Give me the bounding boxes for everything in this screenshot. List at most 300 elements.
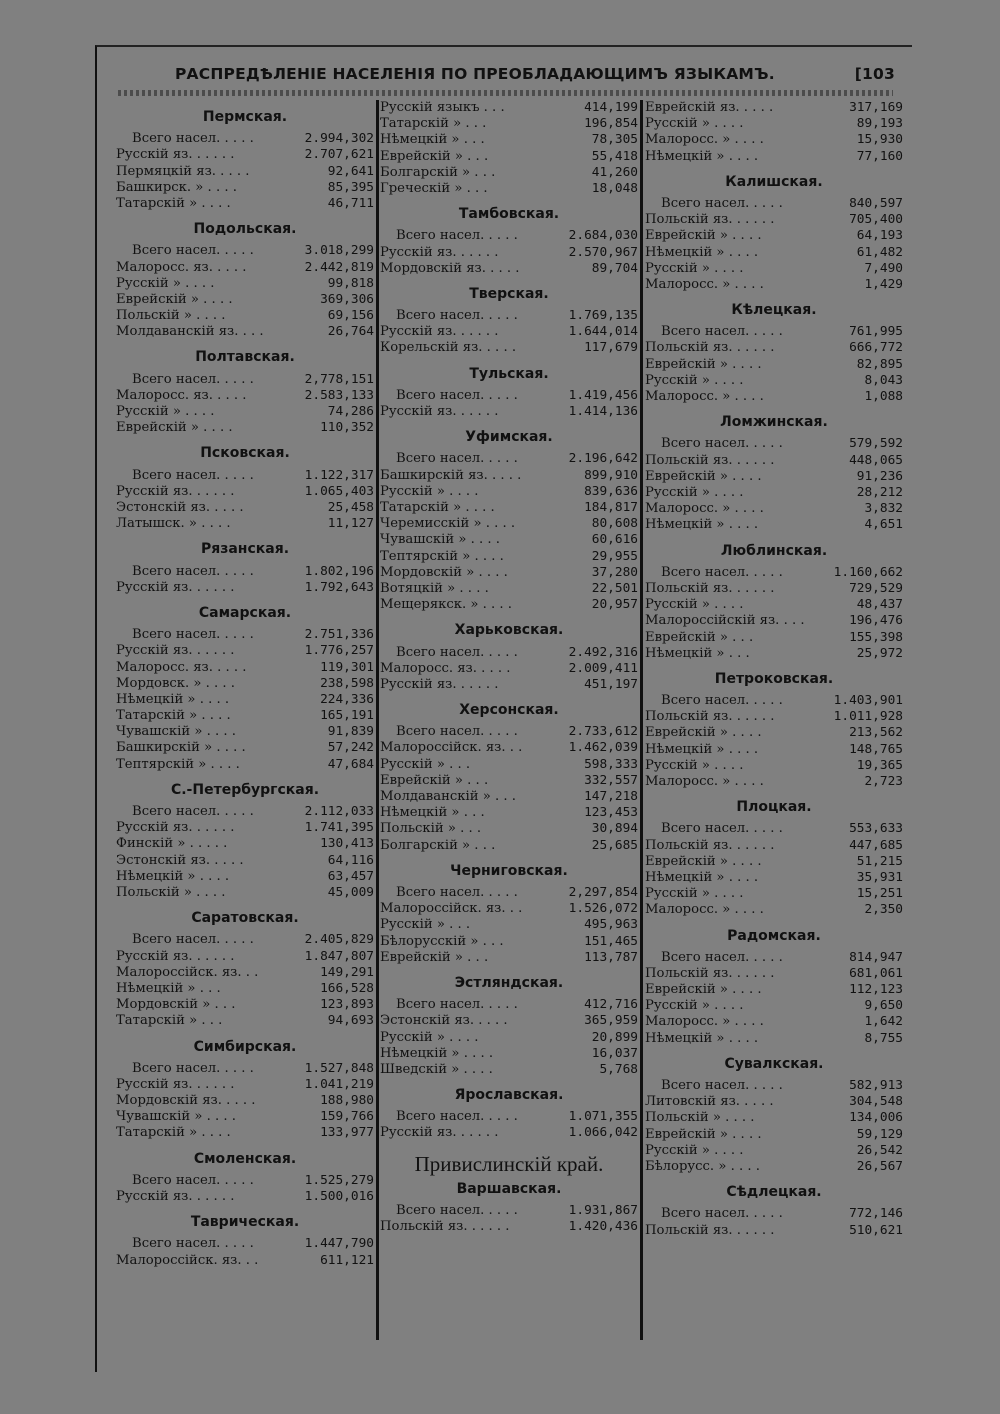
language-label: Еврейскій » . . . . [645, 1126, 762, 1142]
language-label: Всего насел. . . . . [396, 724, 518, 740]
language-label: Русскій яз. . . . . . [380, 244, 499, 260]
language-label: Литовскій яз. . . . . [645, 1094, 774, 1110]
language-label: Всего насел. . . . . [661, 564, 783, 580]
table-row [116, 292, 374, 308]
language-label: Бѣлорусс. » . . . . [645, 1159, 760, 1174]
language-label: Малоросс. » . . . . [645, 501, 764, 517]
language-label: Всего насел. . . . . [396, 308, 518, 324]
language-label: Нѣмецкій » . . . . [645, 148, 759, 164]
table-row [645, 742, 903, 758]
population-value: 26,764 [327, 324, 374, 340]
population-value: 451,197 [584, 676, 638, 692]
language-label: Всего насел. . . . . [661, 1078, 783, 1094]
population-value: 165,191 [320, 708, 374, 724]
population-value: 196,854 [584, 116, 638, 132]
language-label: Нѣмецкій » . . . [645, 645, 750, 661]
table-row [645, 196, 903, 212]
population-value: 9,650 [864, 998, 903, 1014]
table-row [116, 564, 374, 580]
population-value: 1.802,196 [304, 563, 374, 579]
population-value: 666,772 [849, 340, 903, 356]
language-label: Чувашскій » . . . . [380, 532, 500, 548]
population-value: 119,301 [320, 659, 374, 675]
population-value: 2,297,854 [568, 884, 638, 900]
language-label: Русскій яз. . . . . . [380, 324, 499, 340]
table-row [116, 932, 374, 948]
table-row [380, 100, 638, 116]
language-label: Чувашскій » . . . . [116, 1109, 236, 1125]
language-label: Русскій » . . . . [645, 886, 744, 902]
language-label: Башкирск. » . . . . [116, 179, 237, 195]
table-row [380, 516, 638, 532]
table-row [380, 773, 638, 789]
table-row [380, 451, 638, 467]
population-value: 2.583,133 [304, 387, 374, 403]
table-row [645, 277, 903, 293]
table-row [380, 324, 638, 340]
table-row [645, 870, 903, 886]
population-value: 1.160,662 [833, 564, 903, 580]
population-value: 332,557 [584, 772, 638, 788]
population-value: 2.196,642 [568, 451, 638, 467]
table-row [380, 1109, 638, 1125]
table-row [380, 261, 638, 277]
population-value: 166,528 [320, 980, 374, 996]
table-row [645, 149, 903, 165]
population-value: 1.776,257 [304, 643, 374, 659]
language-label: Всего насел. . . . . [661, 693, 783, 709]
population-value: 495,963 [584, 917, 638, 933]
population-value: 1,642 [864, 1014, 903, 1030]
table-row [645, 630, 903, 646]
language-label: Всего насел. . . . . [132, 243, 254, 259]
language-label: Нѣмецкій » . . . [380, 805, 485, 821]
table-row [116, 1173, 374, 1189]
table-row [380, 149, 638, 165]
table-row [645, 245, 903, 261]
language-label: Русскій языкъ . . . [380, 100, 505, 115]
population-value: 85,395 [327, 179, 374, 195]
table-row [380, 805, 638, 821]
population-value: 598,333 [584, 756, 638, 772]
language-label: Чувашскій » . . . . [116, 724, 236, 740]
table-row [380, 404, 638, 420]
population-value: 412,716 [584, 997, 638, 1013]
population-value: 1.011,928 [833, 709, 903, 725]
table-row [116, 147, 374, 163]
table-row [380, 757, 638, 773]
population-value: 2.492,316 [568, 644, 638, 660]
population-value: 48,437 [856, 597, 903, 613]
table-row [645, 597, 903, 613]
language-label: Еврейскій » . . . . [645, 853, 762, 869]
table-row [645, 261, 903, 277]
language-label: Нѣмецкій » . . . . [380, 1045, 494, 1061]
language-label: Молдаванскій яз. . . . [116, 324, 264, 340]
population-value: 1.525,279 [304, 1172, 374, 1188]
population-value: 2,778,151 [304, 371, 374, 387]
population-value: 2.684,030 [568, 228, 638, 244]
table-row [380, 934, 638, 950]
language-label: Татарскій » . . . . [116, 1125, 231, 1141]
region-title: Черниговская. [450, 862, 568, 879]
language-label: Вотяцкій » . . . . [380, 580, 489, 596]
population-value: 15,930 [856, 132, 903, 148]
language-label: Еврейскій » . . . . [645, 725, 762, 741]
population-value: 213,562 [849, 725, 903, 741]
table-row [645, 517, 903, 533]
language-label: Русскій яз. . . . . . [116, 948, 235, 964]
language-label: Всего насел. . . . . [132, 627, 254, 643]
table-row [645, 725, 903, 741]
population-value: 1.741,395 [304, 820, 374, 836]
population-value: 5,768 [599, 1061, 638, 1077]
region-title: Ярославская. [454, 1087, 564, 1104]
language-label: Польскій » . . . . [645, 1110, 755, 1126]
language-label: Финскій » . . . . . [116, 836, 228, 852]
header-rule [118, 90, 893, 96]
language-label: Малоросс. » . . . . [645, 132, 764, 148]
population-value: 1.644,014 [568, 324, 638, 340]
population-value: 41,260 [591, 164, 638, 180]
population-value: 2.009,411 [568, 660, 638, 676]
language-label: Всего насел. . . . . [396, 1203, 518, 1219]
language-label: Еврейскій » . . . . [645, 982, 762, 998]
table-row [645, 886, 903, 902]
language-label: Польскій яз. . . . . . [645, 212, 775, 228]
table-row [116, 643, 374, 659]
population-value: 369,306 [320, 291, 374, 307]
language-label: Русскій » . . . [380, 917, 471, 933]
population-value: 77,160 [856, 148, 903, 164]
table-row [645, 469, 903, 485]
table-row [645, 693, 903, 709]
population-value: 148,765 [849, 741, 903, 757]
language-label: Тептярскій » . . . . [116, 756, 240, 772]
language-label: Еврейскій » . . . . [116, 291, 233, 307]
language-label: Всего насел. . . . . [661, 821, 783, 837]
language-label: Башкирскій яз. . . . . [380, 467, 522, 483]
table-row [380, 901, 638, 917]
population-value: 151,465 [584, 933, 638, 949]
table-row [116, 276, 374, 292]
population-value: 1.847,807 [304, 948, 374, 964]
table-row [380, 645, 638, 661]
language-label: Латышск. » . . . . [116, 516, 231, 532]
population-value: 147,218 [584, 789, 638, 805]
table-row [380, 581, 638, 597]
language-label: Всего насел. . . . . [132, 804, 254, 820]
language-label: Болгарскій » . . . [380, 164, 496, 180]
language-label: Всего насел. . . . . [661, 436, 783, 452]
population-value: 113,787 [584, 949, 638, 965]
population-value: 130,413 [320, 836, 374, 852]
population-value: 25,685 [591, 837, 638, 853]
population-value: 2,723 [864, 774, 903, 790]
language-label: Польскій » . . . . [116, 308, 226, 324]
page-title: РАСПРЕДѢЛЕНІЕ НАСЕЛЕНІЯ ПО ПРЕОБЛАДАЮЩИМЪ ЯЗЫКАМЪ. [175, 65, 775, 83]
table-row [380, 885, 638, 901]
language-label: Татарскій » . . . . [116, 708, 231, 724]
population-value: 7,490 [864, 260, 903, 276]
language-label: Черемисскій » . . . . [380, 516, 516, 532]
language-label: Малороссійск. яз. . . [380, 740, 523, 756]
language-label: Бѣлорусскій » . . . [380, 933, 504, 949]
language-label: Всего насел. . . . . [396, 644, 518, 660]
language-label: Еврейскій » . . . . [645, 468, 762, 484]
language-label: Русскій яз. . . . . . [116, 483, 235, 499]
population-value: 46,711 [327, 195, 374, 211]
language-label: Молдаванскій » . . . [380, 789, 516, 805]
table-row [116, 164, 374, 180]
table-row [380, 565, 638, 581]
language-label: Татарскій » . . . [380, 116, 487, 132]
population-value: 611,121 [320, 1252, 374, 1268]
language-label: Малороссійск. яз. . . [380, 901, 523, 917]
population-value: 4,651 [864, 517, 903, 533]
population-value: 3,832 [864, 501, 903, 517]
language-label: Русскій » . . . . [645, 998, 744, 1014]
population-value: 123,453 [584, 805, 638, 821]
table-row [645, 982, 903, 998]
region-title: Тульская. [469, 365, 549, 382]
table-row [645, 1143, 903, 1159]
population-value: 80,608 [591, 516, 638, 532]
population-value: 78,305 [591, 132, 638, 148]
language-label: Татарскій » . . . [116, 1013, 223, 1029]
region-title: Тамбовская. [458, 206, 560, 223]
region-title: Кѣлецкая. [731, 302, 817, 319]
population-value: 26,542 [856, 1142, 903, 1158]
language-label: Мордовскій » . . . . [380, 564, 508, 580]
region-title: Самарская. [198, 604, 292, 621]
population-value: 57,242 [327, 740, 374, 756]
language-label: Русскій яз. . . . . . [116, 579, 235, 595]
table-row [380, 245, 638, 261]
population-value: 1.403,901 [833, 693, 903, 709]
table-row [116, 981, 374, 997]
population-value: 1.527,848 [304, 1060, 374, 1076]
table-row [380, 1203, 638, 1219]
language-label: Русскій » . . . . [645, 757, 744, 773]
region-title: Рязанская. [200, 541, 290, 558]
language-label: Еврейскій » . . . . [645, 356, 762, 372]
region-title: Петроковская. [714, 670, 834, 687]
region-title: Варшавская. [456, 1180, 562, 1197]
population-value: 89,704 [591, 260, 638, 276]
table-row [116, 180, 374, 196]
language-label: Польскій яз. . . . . . [645, 580, 775, 596]
population-value: 224,336 [320, 691, 374, 707]
language-label: Еврейскій » . . . . [116, 420, 233, 436]
table-row [380, 1125, 638, 1141]
table-row [116, 820, 374, 836]
table-row [380, 789, 638, 805]
language-label: Мордовскій яз. . . . . [380, 260, 520, 276]
population-value: 47,684 [327, 756, 374, 772]
language-label: Русскій яз. . . . . . [380, 676, 499, 692]
table-row [645, 1206, 903, 1222]
language-label: Польскій яз. . . . . . [645, 340, 775, 356]
table-row [380, 1046, 638, 1062]
table-row [645, 821, 903, 837]
table-row [380, 165, 638, 181]
language-label: Еврейскій » . . . [380, 949, 489, 965]
language-label: Мордовскій яз. . . . . [116, 1093, 256, 1109]
population-value: 1,088 [864, 389, 903, 405]
table-row [645, 646, 903, 662]
population-value: 188,980 [320, 1093, 374, 1109]
population-value: 3.018,299 [304, 243, 374, 259]
population-value: 64,193 [856, 228, 903, 244]
population-value: 8,043 [864, 372, 903, 388]
population-value: 840,597 [849, 195, 903, 211]
table-row [645, 340, 903, 356]
population-value: 1.420,436 [568, 1219, 638, 1235]
language-label: Всего насел. . . . . [396, 387, 518, 403]
population-value: 94,693 [327, 1013, 374, 1029]
table-row [645, 1078, 903, 1094]
table-row [645, 1223, 903, 1239]
population-value: 1.122,317 [304, 467, 374, 483]
language-label: Еврейскій » . . . [380, 772, 489, 788]
table-row [380, 1013, 638, 1029]
population-value: 238,598 [320, 675, 374, 691]
table-row [645, 1127, 903, 1143]
language-label: Малороссійск. яз. . . [116, 964, 259, 980]
population-value: 91,839 [327, 724, 374, 740]
population-value: 1.419,456 [568, 387, 638, 403]
language-label: Русскій » . . . . [645, 116, 744, 132]
language-label: Русскій » . . . . [116, 404, 215, 420]
population-value: 2.707,621 [304, 147, 374, 163]
table-row [645, 613, 903, 629]
table-row [116, 1077, 374, 1093]
language-label: Мордовскій » . . . [116, 997, 236, 1013]
population-value: 2,350 [864, 902, 903, 918]
population-value: 123,893 [320, 997, 374, 1013]
population-value: 681,061 [849, 965, 903, 981]
population-value: 705,400 [849, 212, 903, 228]
population-value: 29,955 [591, 548, 638, 564]
table-row [380, 116, 638, 132]
population-value: 64,116 [327, 852, 374, 868]
language-label: Всего насел. . . . . [396, 228, 518, 244]
region-title: Псковская. [200, 445, 290, 462]
table-row [380, 821, 638, 837]
language-label: Малоросс. яз. . . . . [116, 387, 247, 403]
language-label: Русскій » . . . . [380, 1029, 479, 1045]
population-value: 15,251 [856, 886, 903, 902]
table-row [380, 468, 638, 484]
table-row [645, 1159, 903, 1175]
language-label: Малоросс. » . . . . [645, 774, 764, 790]
population-value: 63,457 [327, 868, 374, 884]
population-value: 149,291 [320, 964, 374, 980]
table-row [116, 965, 374, 981]
table-row [380, 950, 638, 966]
population-value: 2.405,829 [304, 932, 374, 948]
language-label: Малоросс. » . . . . [645, 902, 764, 918]
population-value: 579,592 [849, 436, 903, 452]
population-value: 59,129 [856, 1126, 903, 1142]
language-label: Малороссійскій яз. . . . [645, 613, 805, 629]
population-value: 2.733,612 [568, 724, 638, 740]
language-label: Всего насел. . . . . [132, 932, 254, 948]
language-label: Всего насел. . . . . [396, 884, 518, 900]
language-label: Эстонскій яз. . . . . [380, 1013, 508, 1029]
table-row [645, 854, 903, 870]
table-row [116, 500, 374, 516]
language-label: Всего насел. . . . . [132, 563, 254, 579]
language-label: Всего насел. . . . . [132, 1236, 254, 1252]
language-label: Всего насел. . . . . [132, 1060, 254, 1076]
population-value: 761,995 [849, 324, 903, 340]
table-row [116, 836, 374, 852]
language-label: Всего насел. . . . . [132, 131, 254, 147]
language-label: Болгарскій » . . . [380, 837, 496, 853]
population-value: 1.526,072 [568, 901, 638, 917]
table-row [116, 724, 374, 740]
language-label: Нѣмецкій » . . . . [645, 517, 759, 533]
language-label: Всего насел. . . . . [661, 195, 783, 211]
language-label: Всего насел. . . . . [132, 467, 254, 483]
language-label: Тептярскій » . . . . [380, 548, 504, 564]
population-value: 1.414,136 [568, 404, 638, 420]
table-row [645, 116, 903, 132]
table-row [116, 1109, 374, 1125]
language-label: Нѣмецкій » . . . [116, 980, 221, 996]
table-column-3 [645, 100, 903, 1239]
population-value: 28,212 [856, 484, 903, 500]
language-label: Польскій » . . . [380, 821, 482, 837]
table-row [116, 420, 374, 436]
table-row [645, 774, 903, 790]
table-row [645, 838, 903, 854]
language-label: Татарскій » . . . . [380, 500, 495, 515]
language-label: Польскій яз. . . . . . [645, 452, 775, 468]
table-row [380, 308, 638, 324]
population-value: 553,633 [849, 821, 903, 837]
language-label: Башкирскій » . . . . [116, 740, 246, 756]
table-row [116, 676, 374, 692]
language-label: Всего насел. . . . . [661, 1206, 783, 1222]
table-row [380, 1030, 638, 1046]
table-row [116, 372, 374, 388]
language-label: Нѣмецкій » . . . . [116, 691, 230, 707]
table-row [645, 1031, 903, 1047]
population-value: 1.769,135 [568, 308, 638, 324]
table-row [116, 260, 374, 276]
population-value: 159,766 [320, 1109, 374, 1125]
table-row [116, 740, 374, 756]
population-value: 110,352 [320, 420, 374, 436]
language-label: Мордовск. » . . . . [116, 675, 235, 691]
table-column-1 [116, 100, 374, 1269]
language-label: Русскій яз. . . . . . [116, 820, 235, 836]
language-label: Греческій » . . . [380, 180, 488, 196]
table-row [116, 708, 374, 724]
population-value: 414,199 [584, 100, 638, 115]
table-row [380, 724, 638, 740]
table-row [645, 581, 903, 597]
language-label: Нѣмецкій » . . . . [645, 1030, 759, 1046]
population-value: 37,280 [591, 564, 638, 580]
language-label: Нѣмецкій » . . . . [645, 244, 759, 260]
table-row [380, 838, 638, 854]
table-row [116, 580, 374, 596]
language-label: Польскій яз. . . . . . [645, 1222, 775, 1238]
